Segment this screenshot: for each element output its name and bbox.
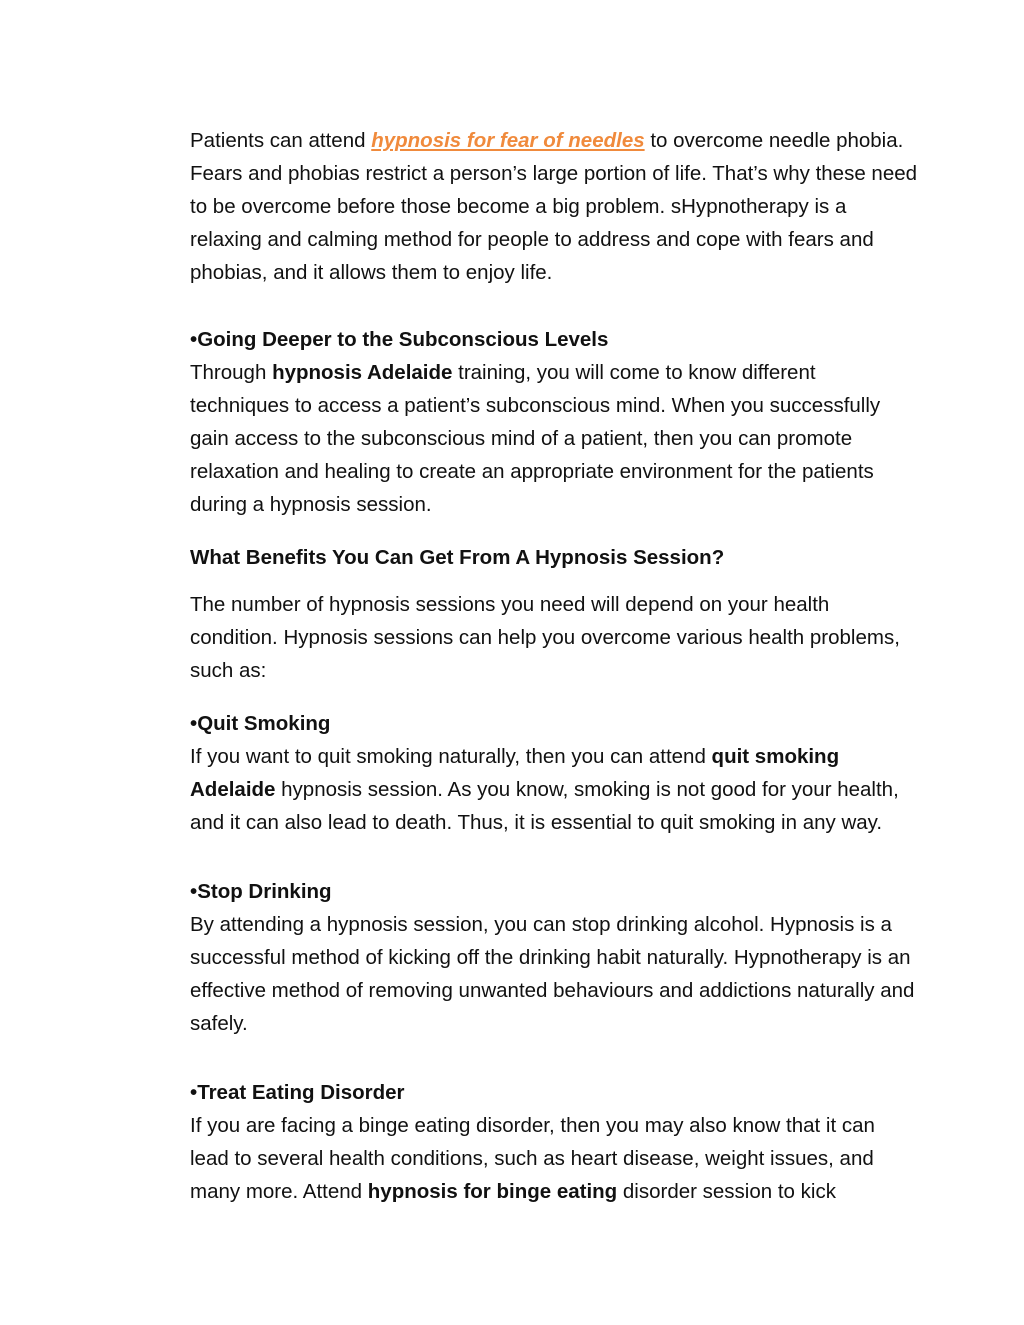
subconscious-title: Going Deeper to the Subconscious Levels [197, 328, 609, 351]
eating-disorder-title: Treat Eating Disorder [197, 1081, 405, 1104]
quit-smoking-title: Quit Smoking [197, 712, 331, 735]
eating-disorder-section [190, 1076, 918, 1208]
subconscious-heading [190, 323, 918, 356]
benefits-paragraph: The number of hypnosis sessions you need will depend on your health condition. Hypnosis sessions can help you overcome various health problems, such as: [190, 593, 900, 682]
quit-smoking-text-start: If you want to quit smoking naturally, then you can attend [190, 745, 712, 768]
stop-drinking-paragraph: By attending a hypnosis session, you can stop drinking alcohol. Hypnosis is a successful method of kicking off the drinking habit naturally. Hypnotherapy is an effective method of removing unwanted behaviours and addictions naturally and safely. [190, 913, 915, 1035]
document-page [190, 124, 918, 1208]
eating-disorder-text-start: If you are facing a binge eating disorder, then you may also know that it can lead to several health conditions, such as heart disease, weight issues, and many more. Attend [190, 1114, 875, 1203]
stop-drinking-section [190, 875, 918, 1040]
hypnosis-adelaide-keyword: hypnosis Adelaide [272, 361, 453, 384]
benefits-heading: What Benefits You Can Get From A Hypnosis Session? [190, 546, 725, 569]
intro-text-start: Patients can attend [190, 129, 372, 152]
binge-eating-keyword: hypnosis for binge eating [367, 1180, 618, 1203]
quit-smoking-heading [190, 707, 918, 740]
quit-smoking-text-end: hypnosis session. As you know, smoking is not good for your health, and it can also lead to death. Thus, it is essential to quit smoking in any way. [190, 778, 899, 834]
subconscious-text-start: Through [190, 361, 273, 384]
fear-of-needles-link[interactable]: hypnosis for fear of needles [371, 129, 645, 152]
eating-disorder-text-end: disorder session to kick [617, 1180, 836, 1203]
bullet-icon: • [190, 880, 198, 903]
subconscious-section [190, 323, 918, 521]
stop-drinking-title: Stop Drinking [197, 880, 332, 903]
intro-text-end: to overcome needle phobia. Fears and phobias restrict a person’s large portion of life. That’s why these need to be overcome before those become a big problem. sHypnotherapy is a relaxing and calming method for people to address and cope with fears and phobias, and it allows them to enjoy life. [190, 129, 918, 284]
intro-paragraph [190, 124, 918, 289]
quit-smoking-paragraph [190, 740, 918, 839]
subconscious-paragraph [190, 356, 918, 521]
subconscious-text-end: training, you will come to know different techniques to access a patient’s subconscious mind. When you successfully gain access to the subconscious mind of a patient, then you can promote relaxation and healing to create an appropriate environment for the patients during a hypnosis session. [190, 361, 881, 516]
eating-disorder-heading [190, 1076, 918, 1109]
bullet-icon: • [190, 328, 198, 351]
quit-smoking-section [190, 707, 918, 839]
quit-smoking-adelaide-keyword: quit smoking Adelaide [190, 745, 840, 801]
stop-drinking-heading [190, 875, 918, 908]
bullet-icon: • [190, 1081, 198, 1104]
bullet-icon: • [190, 712, 198, 735]
eating-disorder-paragraph [190, 1109, 918, 1208]
